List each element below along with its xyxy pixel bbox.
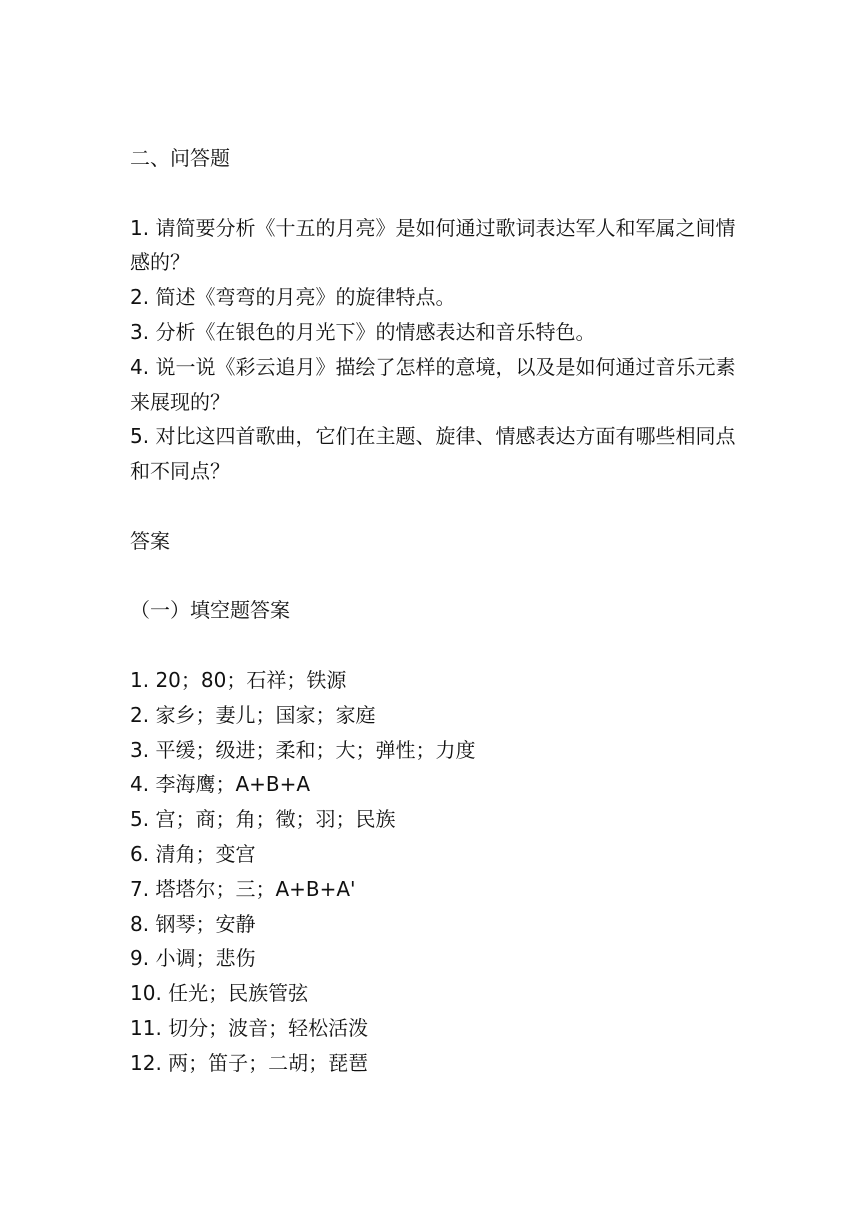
question-3: 3. 分析《在银色的月光下》的情感表达和音乐特色。 xyxy=(130,319,596,344)
spacer xyxy=(130,176,740,211)
question-2: 2. 简述《弯弯的月亮》的旋律特点。 xyxy=(130,285,456,310)
document-page xyxy=(130,141,740,1081)
answer-line: 1. 20；80；石祥；铁源 xyxy=(130,667,347,692)
answer-line: 5. 宫；商；角；徵；羽；民族 xyxy=(130,807,396,832)
section-title: 二、问答题 xyxy=(130,146,230,170)
question-5-line-2: 和不同点？ xyxy=(130,459,230,484)
fill-blank-heading: （一）填空题答案 xyxy=(130,598,290,623)
spacer xyxy=(130,628,740,663)
answer-line: 3. 平缓；级进；柔和；大；弹性；力度 xyxy=(130,737,476,762)
question-5-line-1: 5. 对比这四首歌曲，它们在主题、旋律、情感表达方面有哪些相同点 xyxy=(130,424,736,449)
answer-line: 2. 家乡；妻儿；国家；家庭 xyxy=(130,702,376,727)
answer-line: 12. 两；笛子；二胡；琵琶 xyxy=(130,1050,369,1075)
question-1-line-2: 感的？ xyxy=(130,250,190,275)
answers-heading: 答案 xyxy=(130,528,170,553)
spacer xyxy=(130,489,740,524)
answer-line: 6. 清角；变宫 xyxy=(130,841,256,866)
answer-line: 4. 李海鹰；A+B+A xyxy=(130,772,311,797)
answer-line: 7. 塔塔尔；三；A+B+A' xyxy=(130,876,356,901)
answer-line: 10. 任光；民族管弦 xyxy=(130,981,309,1006)
spacer xyxy=(130,559,740,594)
answer-line: 9. 小调；悲伤 xyxy=(130,946,256,971)
answer-line: 8. 钢琴；安静 xyxy=(130,911,256,936)
question-1-line-1: 1. 请简要分析《十五的月亮》是如何通过歌词表达军人和军属之间情 xyxy=(130,215,736,240)
question-4-line-2: 来展现的？ xyxy=(130,389,230,414)
question-4-line-1: 4. 说一说《彩云追月》描绘了怎样的意境，以及是如何通过音乐元素 xyxy=(130,354,736,379)
answer-line: 11. 切分；波音；轻松活泼 xyxy=(130,1015,369,1040)
